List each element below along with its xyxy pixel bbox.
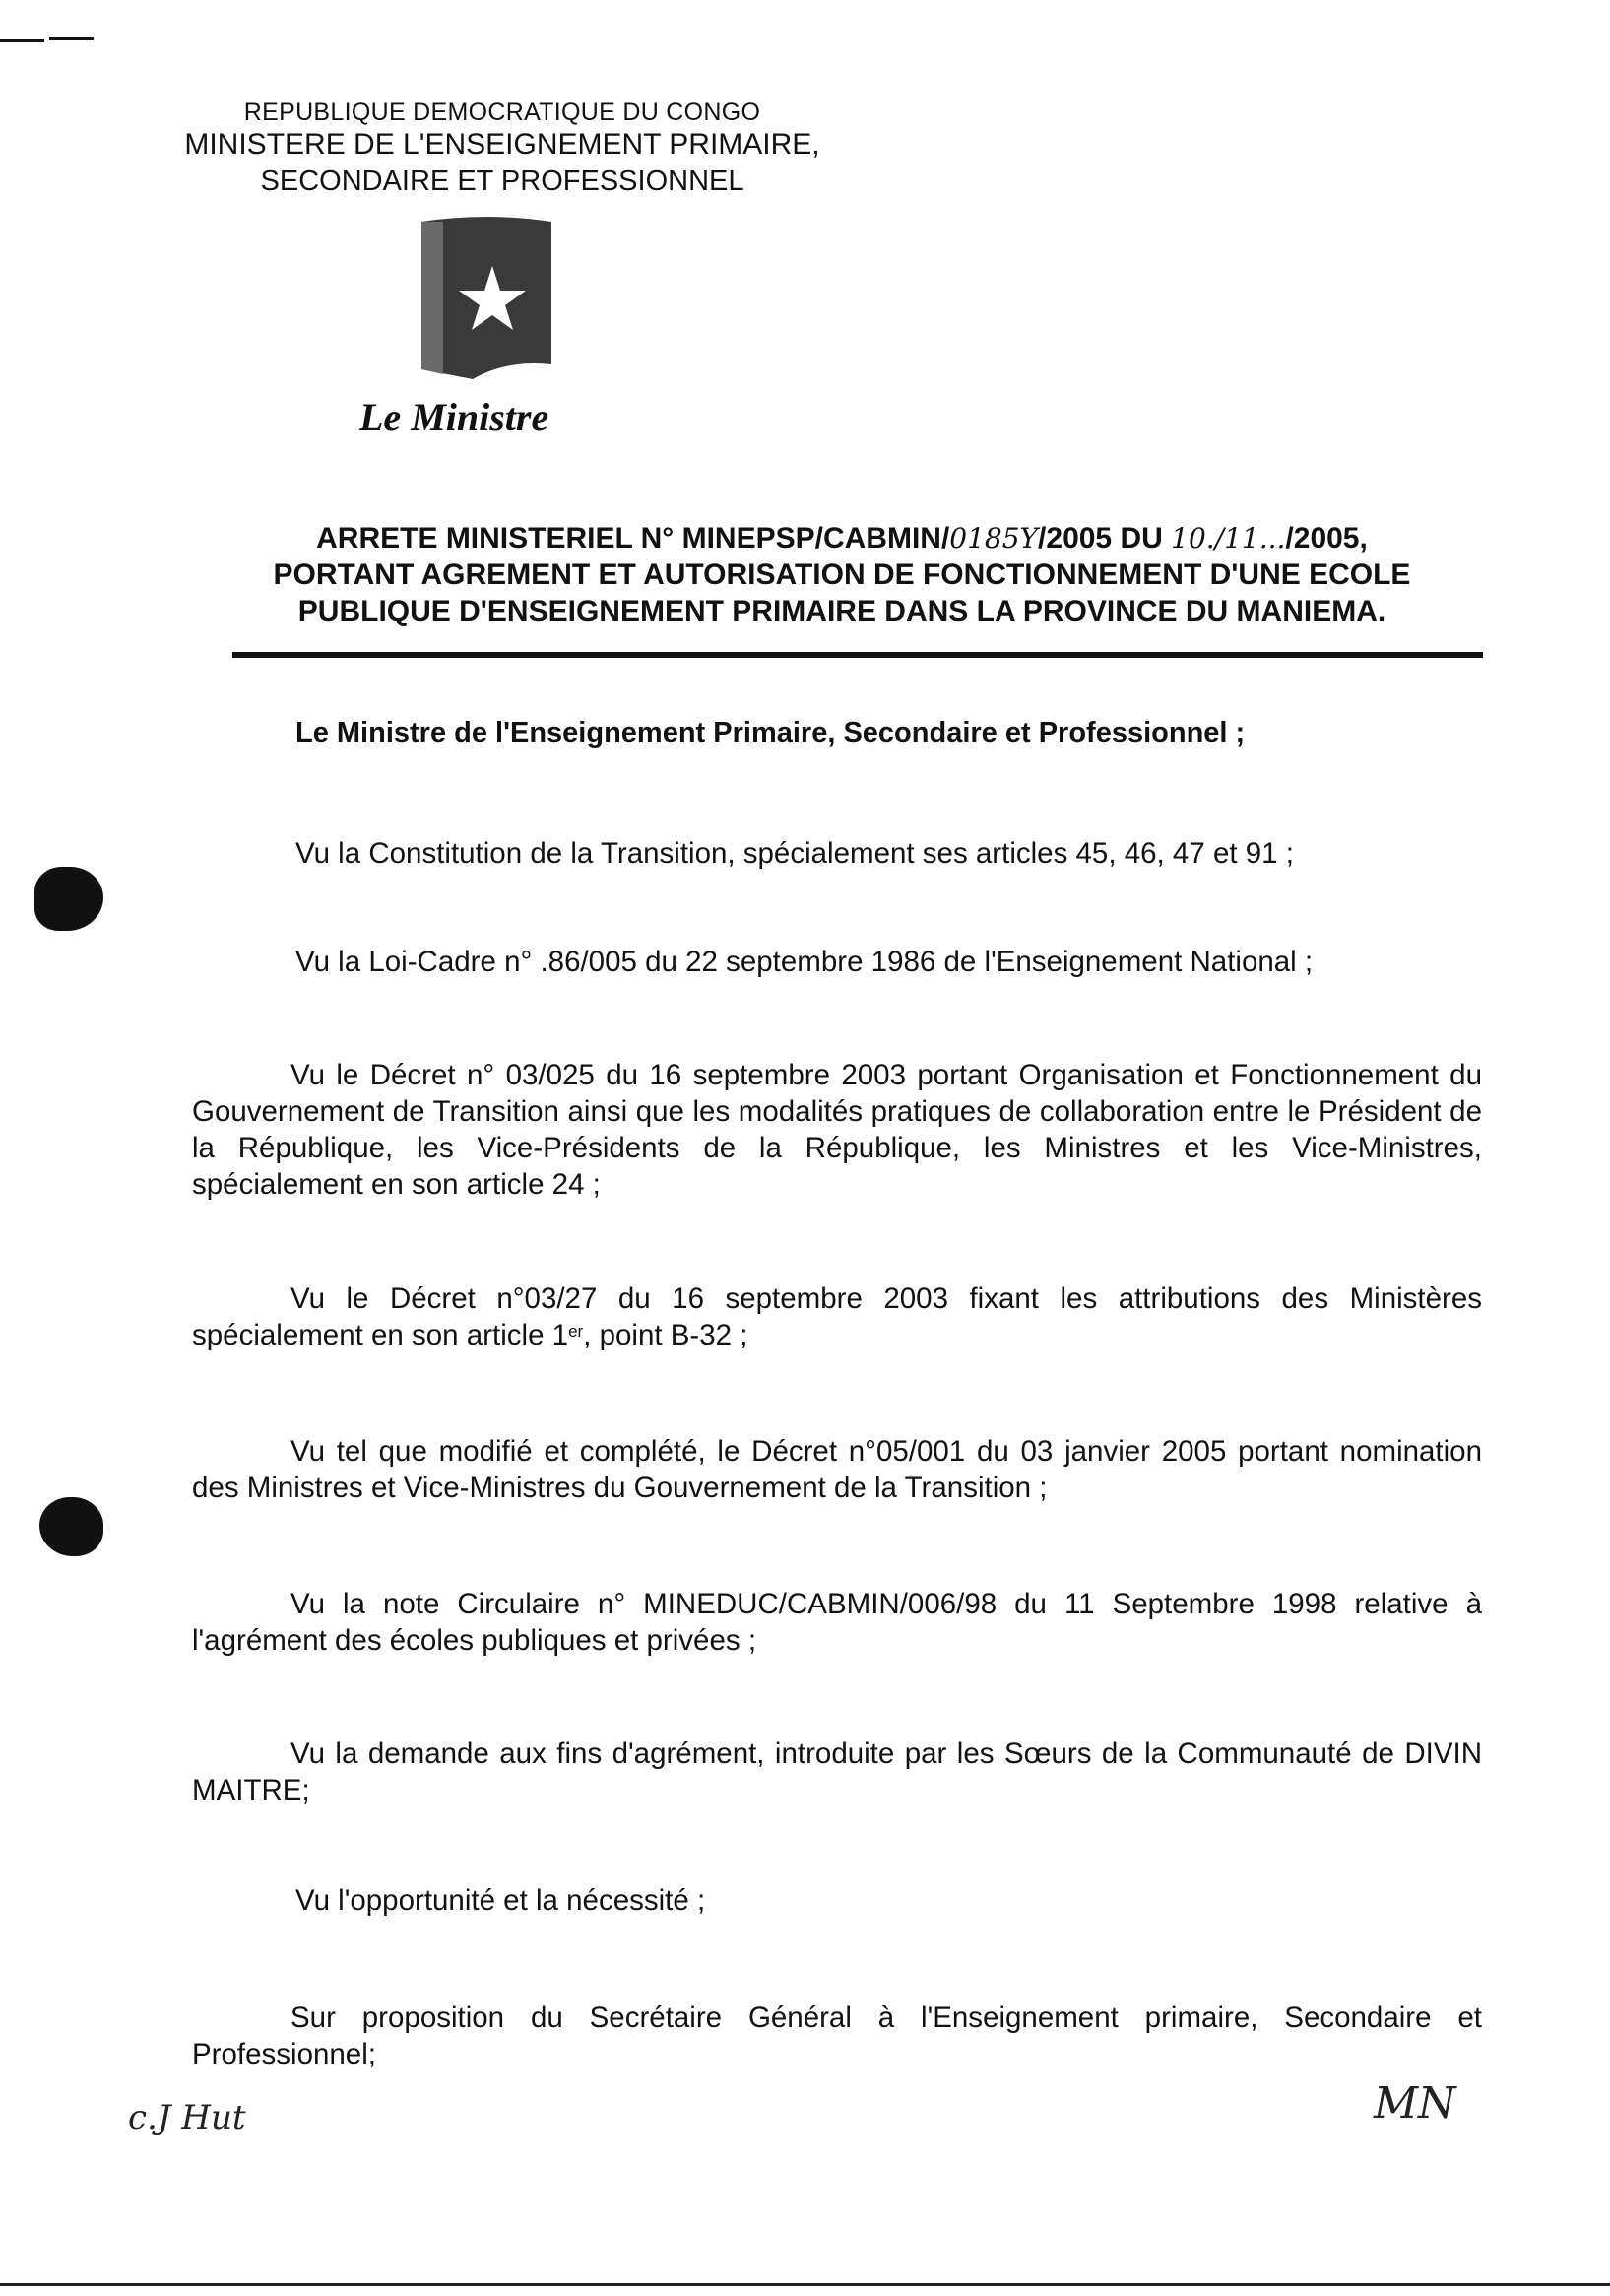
paragraph-decret-05-001: Vu tel que modifié et complété, le Décret n°05/001 du 03 janvier 2005 portant nomination des Ministres et Vice-Ministres du Gouvernement de la Transition ; — [192, 1435, 1482, 1504]
scan-mark — [49, 37, 94, 40]
bottom-edge-line — [0, 2283, 1610, 2286]
handwritten-initials-left: c.J Hut — [128, 2098, 246, 2137]
title-rule — [232, 652, 1483, 658]
minister-signature: Le Ministre — [359, 395, 549, 439]
decree-title-line1: ARRETE MINISTERIEL N° MINEPSP/CABMIN/0185Y/2005 DU 10./11.../2005, — [316, 522, 1368, 555]
decree-title-line2: PORTANT AGREMENT ET AUTORISATION DE FONCTIONNEMENT D'UNE ECOLE — [273, 558, 1411, 591]
handwritten-number: 0185Y — [949, 522, 1039, 555]
punch-hole-mark — [34, 867, 103, 931]
ministry-heading-2: SECONDAIRE ET PROFESSIONNEL — [260, 165, 744, 197]
paragraph-demande: Vu la demande aux fins d'agrément, introduite par les Sœurs de la Communauté de DIVIN MAITRE; — [192, 1738, 1482, 1806]
punch-hole-mark — [39, 1497, 103, 1556]
paragraph-note-circulaire: Vu la note Circulaire n° MINEDUC/CABMIN/006/98 du 11 Septembre 1998 relative à l'agrément des écoles publiques et privées ; — [192, 1588, 1482, 1657]
paragraph-decret-03-025: Vu le Décret n° 03/025 du 16 septembre 2003 portant Organisation et Fonctionnement du Gouvernement de Transition ainsi que les modalités pratiques de collaboration entre le Président de la République, les Vice-Présidents de la République, les Ministres et les Vice-Ministres, spécialement en son article 24 ; — [192, 1059, 1482, 1201]
republic-heading: REPUBLIQUE DEMOCRATIQUE DU CONGO — [243, 98, 761, 126]
flag-emblem-icon — [414, 212, 561, 384]
ministry-heading: MINISTERE DE L'ENSEIGNEMENT PRIMAIRE, — [184, 128, 820, 161]
handwritten-date: 10./11... — [1171, 522, 1286, 555]
paragraph-proposition: Sur proposition du Secrétaire Général à l'Enseignement primaire, Secondaire et Professionnel; — [192, 2001, 1482, 2070]
paragraph-opportunite: Vu l'opportunité et la nécessité ; — [295, 1884, 706, 1917]
decree-title — [202, 520, 1482, 629]
decree-title-line3: PUBLIQUE D'ENSEIGNEMENT PRIMAIRE DANS LA PROVINCE DU MANIEMA. — [297, 595, 1386, 627]
lead-statement: Le Ministre de l'Enseignement Primaire, Secondaire et Professionnel ; — [295, 717, 1246, 749]
paragraph-decret-03-27: Vu le Décret n°03/27 du 16 septembre 2003 fixant les attributions des Ministères spécialement en son article 1er, point B-32 ; — [192, 1282, 1482, 1351]
paragraph-constitution: Vu la Constitution de la Transition, spécialement ses articles 45, 46, 47 et 91 ; — [295, 837, 1294, 870]
paragraph-loi-cadre: Vu la Loi-Cadre n° .86/005 du 22 septembre 1986 de l'Enseignement National ; — [295, 946, 1314, 978]
handwritten-initials-right: MN — [1374, 2078, 1456, 2129]
scan-mark — [0, 39, 44, 42]
